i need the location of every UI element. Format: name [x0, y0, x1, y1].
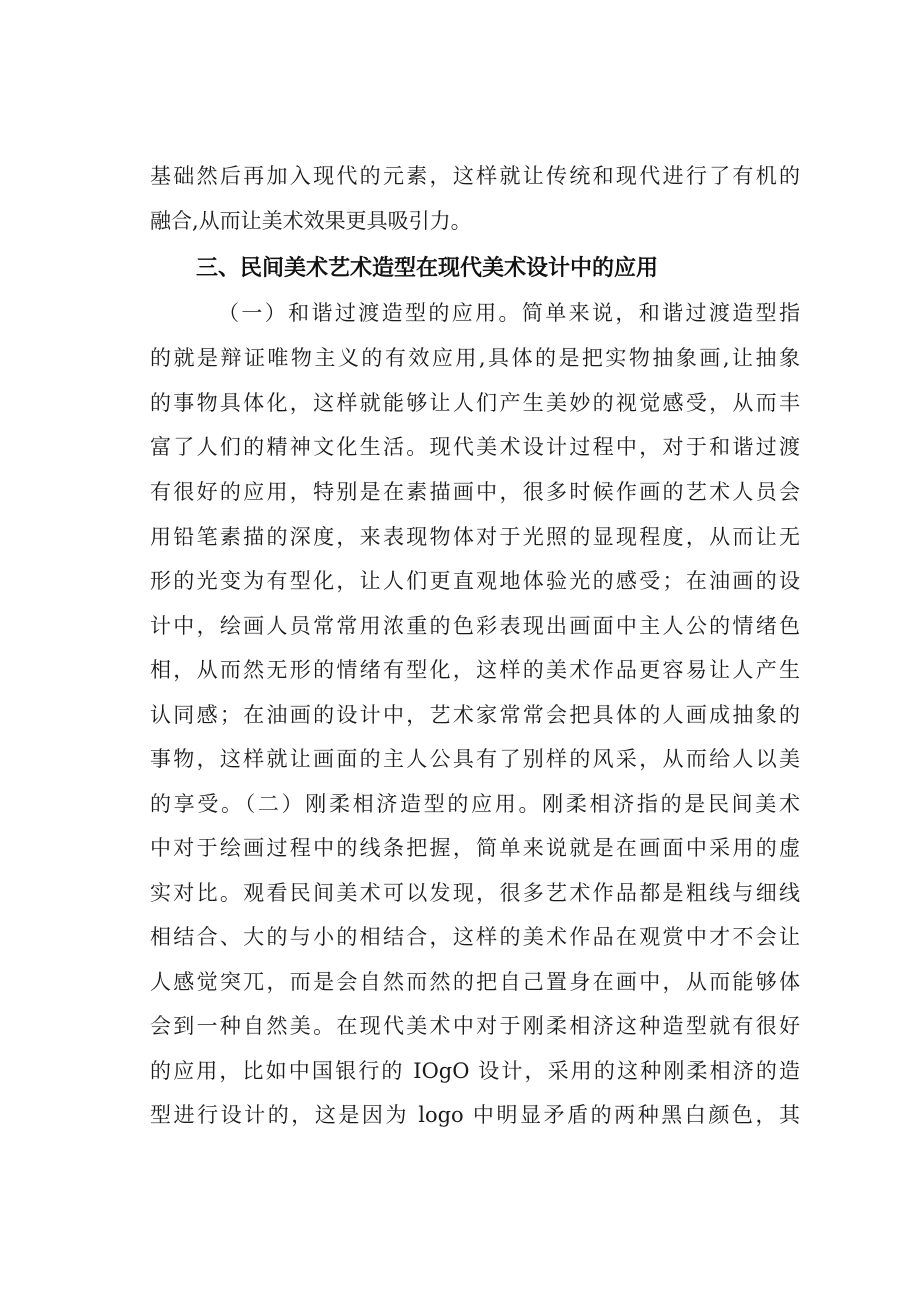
body-line-12: 的享受。（二）刚柔相济造型的应用。刚柔相济指的是民间美术 [150, 792, 800, 816]
body-line-14: 实对比。观看民间美术可以发现，很多艺术作品都是粗线与细线 [150, 881, 800, 905]
body-line-13: 中对于绘画过程中的线条把握，简单来说就是在画面中采用的虚 [150, 836, 800, 860]
body-line-3: 的事物具体化，这样就能够让人们产生美妙的视觉感受，从而丰 [150, 391, 800, 415]
body-line-17: 会到一种自然美。在现代美术中对于刚柔相济这种造型就有很好 [150, 1014, 800, 1038]
intro-line-1: 基础然后再加入现代的元素，这样就让传统和现代进行了有机的 [150, 164, 800, 188]
intro-line-2: 融合,从而让美术效果更具吸引力。 [150, 209, 472, 233]
section-heading: 三、民间美术艺术造型在现代美术设计中的应用 [196, 256, 659, 281]
body-line-8: 计中，绘画人员常常用浓重的色彩表现出画面中主人公的情绪色 [150, 614, 800, 638]
body-line-5: 有很好的应用，特别是在素描画中，很多时候作画的艺术人员会 [150, 480, 800, 504]
body-line-19: 型进行设计的，这是因为 logo 中明显矛盾的两种黑白颜色，其 [150, 1103, 800, 1127]
body-line-1: （一）和谐过渡造型的应用。简单来说，和谐过渡造型指 [218, 301, 800, 325]
body-line-6: 用铅笔素描的深度，来表现物体对于光照的显现程度，从而让无 [150, 525, 800, 549]
body-line-15: 相结合、大的与小的相结合，这样的美术作品在观赏中才不会让 [150, 925, 800, 949]
body-line-4: 富了人们的精神文化生活。现代美术设计过程中，对于和谐过渡 [150, 435, 800, 459]
body-line-11: 事物，这样就让画面的主人公具有了别样的风采，从而给人以美 [150, 747, 800, 771]
body-line-2: 的就是辩证唯物主义的有效应用,具体的是把实物抽象画,让抽象 [150, 346, 800, 370]
body-line-16: 人感觉突兀，而是会自然而然的把自己置身在画中，从而能够体 [150, 970, 800, 994]
body-line-10: 认同感；在油画的设计中，艺术家常常会把具体的人画成抽象的 [150, 703, 800, 727]
body-line-7: 形的光变为有型化，让人们更直观地体验光的感受；在油画的设 [150, 569, 800, 593]
body-line-9: 相，从而然无形的情绪有型化，这样的美术作品更容易让人产生 [150, 658, 800, 682]
body-line-18: 的应用，比如中国银行的 IOgO 设计，采用的这种刚柔相济的造 [150, 1059, 800, 1083]
